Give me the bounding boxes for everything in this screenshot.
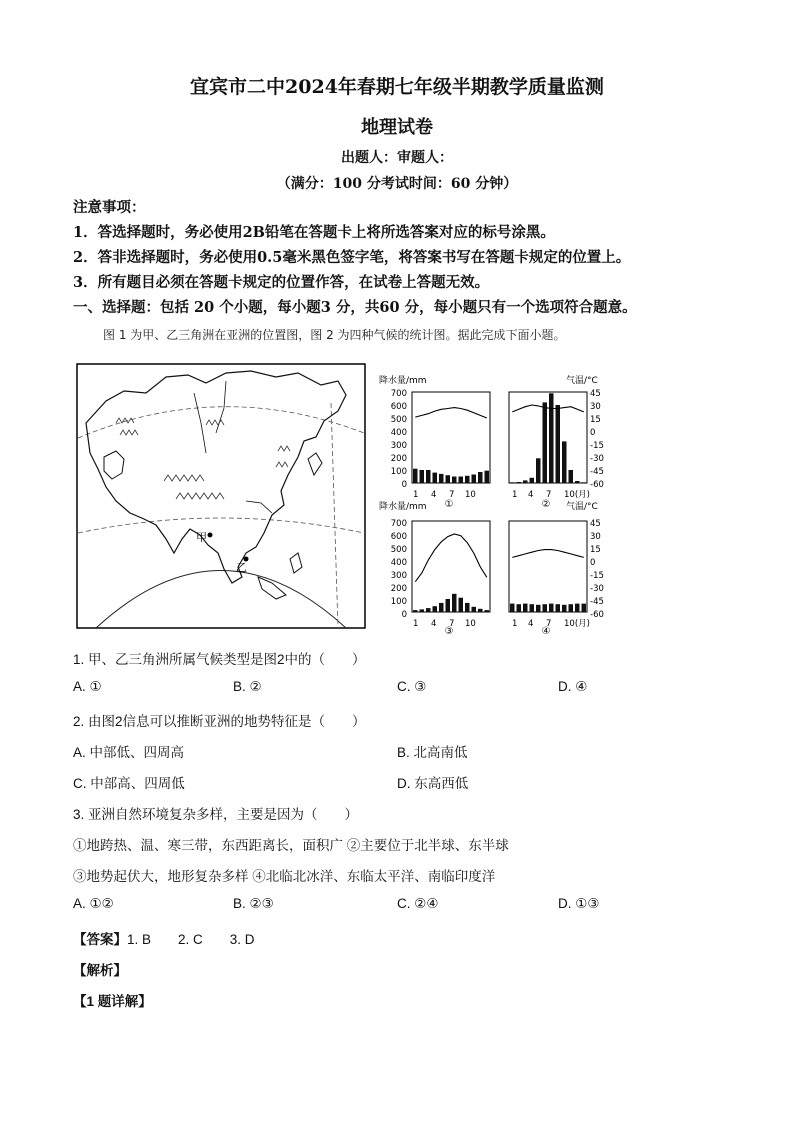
precip-bar — [452, 477, 457, 484]
chart-frame — [509, 392, 587, 483]
precip-bar — [549, 604, 554, 613]
precip-tick: 200 — [390, 454, 407, 464]
precip-bar — [536, 605, 541, 612]
precip-bar — [465, 476, 470, 483]
precip-tick: 700 — [390, 389, 407, 399]
precip-tick: 0 — [401, 480, 407, 490]
q2-option-c[interactable]: C. 中部高、四周低 — [73, 776, 185, 791]
temp-tick: 45 — [590, 519, 601, 529]
temp-axis-label: 气温/°C — [566, 376, 598, 386]
chart-id: ④ — [541, 626, 551, 634]
exam-info: （满分：100 分考试时间：60 分钟） — [276, 176, 518, 192]
note-item: 3．所有题目必须在答题卡规定的位置作答，在试卷上答题无效。 — [73, 274, 490, 291]
q3-statement-line: ①地跨热、温、寒三带，东西距离长，面积广 ②主要位于北半球、东半球 — [73, 838, 509, 853]
precip-bar — [472, 607, 477, 612]
month-tick: 4 — [431, 619, 437, 629]
precip-bar — [485, 471, 490, 483]
detail-label: 【1 题详解】 — [73, 994, 152, 1009]
q2-option-a[interactable]: A. 中部低、四周高 — [73, 745, 185, 760]
chart-frame — [412, 392, 490, 483]
temp-tick: 15 — [590, 545, 601, 555]
precip-bar — [452, 594, 457, 612]
precip-bar — [556, 604, 561, 612]
precip-bar — [478, 472, 483, 483]
question-1-stem: 1. 甲、乙三角洲所属气候类型是图2中的（ ） — [73, 652, 366, 667]
q3-option-a[interactable]: A. ①② — [73, 896, 114, 911]
precip-tick: 500 — [390, 415, 407, 425]
notes-heading: 注意事项： — [73, 199, 146, 216]
month-tick: 7 — [546, 619, 552, 629]
precip-bar — [510, 482, 515, 483]
month-tick: 1 — [413, 490, 419, 500]
precip-bar — [446, 475, 451, 483]
precip-bar — [413, 610, 418, 612]
month-tick: 1 — [512, 490, 518, 500]
q1-option-a[interactable]: A. ① — [73, 679, 102, 694]
month-tick: 10 — [465, 490, 476, 500]
precip-tick: 300 — [390, 571, 407, 581]
month-tick: 10(月) — [564, 490, 590, 500]
q3-option-d[interactable]: D. ①③ — [558, 896, 600, 911]
month-tick: 7 — [546, 490, 552, 500]
precip-bar — [543, 402, 548, 483]
precip-bar — [569, 470, 574, 483]
label-jia: 甲 — [196, 531, 207, 544]
q1-option-d[interactable]: D. ④ — [558, 679, 588, 694]
precip-bar — [478, 609, 483, 612]
chart-id: ③ — [444, 626, 454, 634]
precip-bar — [413, 469, 418, 483]
temp-tick: 30 — [590, 532, 601, 542]
precip-bar — [426, 470, 431, 483]
temperature-line — [512, 405, 584, 412]
answer-text: 1. B 2. C 3. D — [127, 932, 255, 947]
temp-tick: -60 — [590, 610, 604, 620]
q2-option-d[interactable]: D. 东高西低 — [397, 776, 469, 791]
asia-map — [76, 363, 366, 629]
precip-tick: 0 — [401, 610, 407, 620]
precip-bar — [536, 458, 541, 483]
answer-label: 【答案】 — [73, 932, 127, 947]
precip-tick: 200 — [390, 584, 407, 594]
section-heading: 一、选择题：包括 20 个小题，每小题3 分，共60 分，每小题只有一个选项符合题意。 — [73, 299, 637, 316]
precip-bar — [523, 604, 528, 613]
precip-bar — [562, 605, 567, 612]
precip-bar — [439, 474, 444, 483]
precip-axis-label: 降水量/mm — [379, 502, 427, 512]
climate-charts — [376, 372, 608, 634]
precip-tick: 600 — [390, 532, 407, 542]
precip-bar — [556, 405, 561, 483]
precip-bar — [582, 482, 587, 483]
precip-bar — [575, 481, 580, 483]
label-yi: 乙 — [236, 561, 247, 574]
precip-bar — [420, 470, 425, 483]
precip-tick: 500 — [390, 545, 407, 555]
question-3-stem: 3. 亚洲自然环境复杂多样，主要是因为（ ） — [73, 807, 359, 822]
question-2-stem: 2. 由图2信息可以推断亚洲的地势特征是（ ） — [73, 714, 366, 729]
temp-tick: -60 — [590, 480, 604, 490]
month-tick: 1 — [512, 619, 518, 629]
precip-bar — [543, 604, 548, 612]
temperature-line — [512, 550, 584, 558]
precip-bar — [459, 477, 464, 484]
precip-bar — [485, 610, 490, 612]
precip-bar — [530, 478, 535, 483]
precip-bar — [549, 393, 554, 483]
precip-bar — [575, 604, 580, 613]
precip-bar — [530, 604, 535, 612]
temp-axis-label: 气温/°C — [566, 502, 598, 512]
setters-line: 出题人：审题人： — [341, 150, 453, 166]
month-tick: 10 — [465, 619, 476, 629]
delta-jia-marker — [208, 533, 213, 538]
temp-tick: -30 — [590, 454, 604, 464]
precip-bar — [465, 603, 470, 612]
precip-bar — [426, 608, 431, 612]
temp-tick: -45 — [590, 597, 604, 607]
precip-tick: 600 — [390, 402, 407, 412]
precip-bar — [562, 441, 567, 483]
q1-option-c[interactable]: C. ③ — [397, 679, 427, 694]
chart-frame — [412, 521, 490, 612]
precip-bar — [510, 604, 515, 613]
precip-bar — [472, 475, 477, 484]
precip-bar — [517, 604, 522, 612]
chart-id: ② — [541, 499, 551, 510]
precip-tick: 400 — [390, 558, 407, 568]
month-tick: 4 — [528, 490, 534, 500]
chart-id: ① — [444, 499, 454, 510]
month-tick: 7 — [449, 619, 455, 629]
precip-bar — [569, 604, 574, 612]
q3-option-c[interactable]: C. ②④ — [397, 896, 439, 911]
subject-title: 地理试卷 — [361, 117, 433, 138]
precip-bar — [433, 473, 438, 483]
precip-axis-label: 降水量/mm — [379, 376, 427, 386]
q1-option-b[interactable]: B. ② — [233, 679, 262, 694]
q2-option-b[interactable]: B. 北高南低 — [397, 745, 468, 760]
precip-tick: 400 — [390, 428, 407, 438]
temp-tick: -15 — [590, 441, 604, 451]
temp-tick: -45 — [590, 467, 604, 477]
month-tick: 1 — [413, 619, 419, 629]
map-frame — [77, 364, 365, 628]
temperature-line — [415, 534, 487, 582]
chart-frame — [509, 521, 587, 612]
analysis-label: 【解析】 — [73, 963, 127, 978]
answer-line — [73, 928, 255, 948]
precip-bar — [523, 480, 528, 483]
temp-tick: 45 — [590, 389, 601, 399]
precip-bar — [517, 482, 522, 483]
precip-bar — [446, 599, 451, 612]
note-item: 2．答非选择题时，务必使用0.5毫米黑色签字笔，将答案书写在答题卡规定的位置上。 — [73, 249, 631, 266]
exam-title: 宜宾市二中2024年春期七年级半期教学质量监测 — [190, 76, 604, 98]
month-tick: 4 — [528, 619, 534, 629]
temp-tick: 15 — [590, 415, 601, 425]
q3-option-b[interactable]: B. ②③ — [233, 896, 274, 911]
q3-statement-line: ③地势起伏大，地形复杂多样 ④北临北冰洋、东临太平洋、南临印度洋 — [73, 869, 496, 884]
precip-tick: 700 — [390, 519, 407, 529]
precip-tick: 300 — [390, 441, 407, 451]
precip-tick: 100 — [390, 467, 407, 477]
note-item: 1．答选择题时，务必使用2B铅笔在答题卡上将所选答案对应的标号涂黑。 — [73, 224, 555, 241]
precip-tick: 100 — [390, 597, 407, 607]
precip-bar — [582, 604, 587, 613]
month-tick: 7 — [449, 490, 455, 500]
precip-bar — [459, 598, 464, 612]
temp-tick: -15 — [590, 571, 604, 581]
temp-tick: -30 — [590, 584, 604, 594]
month-tick: 4 — [431, 490, 437, 500]
temp-tick: 0 — [590, 428, 596, 438]
temperature-line — [415, 408, 487, 418]
temp-tick: 30 — [590, 402, 601, 412]
precip-bar — [439, 603, 444, 612]
precip-bar — [433, 606, 438, 612]
precip-bar — [420, 609, 425, 612]
figure-intro: 图 1 为甲、乙三角洲在亚洲的位置图，图 2 为四种气候的统计图。据此完成下面小题。 — [103, 328, 566, 342]
month-tick: 10(月) — [564, 619, 590, 629]
temp-tick: 0 — [590, 558, 596, 568]
